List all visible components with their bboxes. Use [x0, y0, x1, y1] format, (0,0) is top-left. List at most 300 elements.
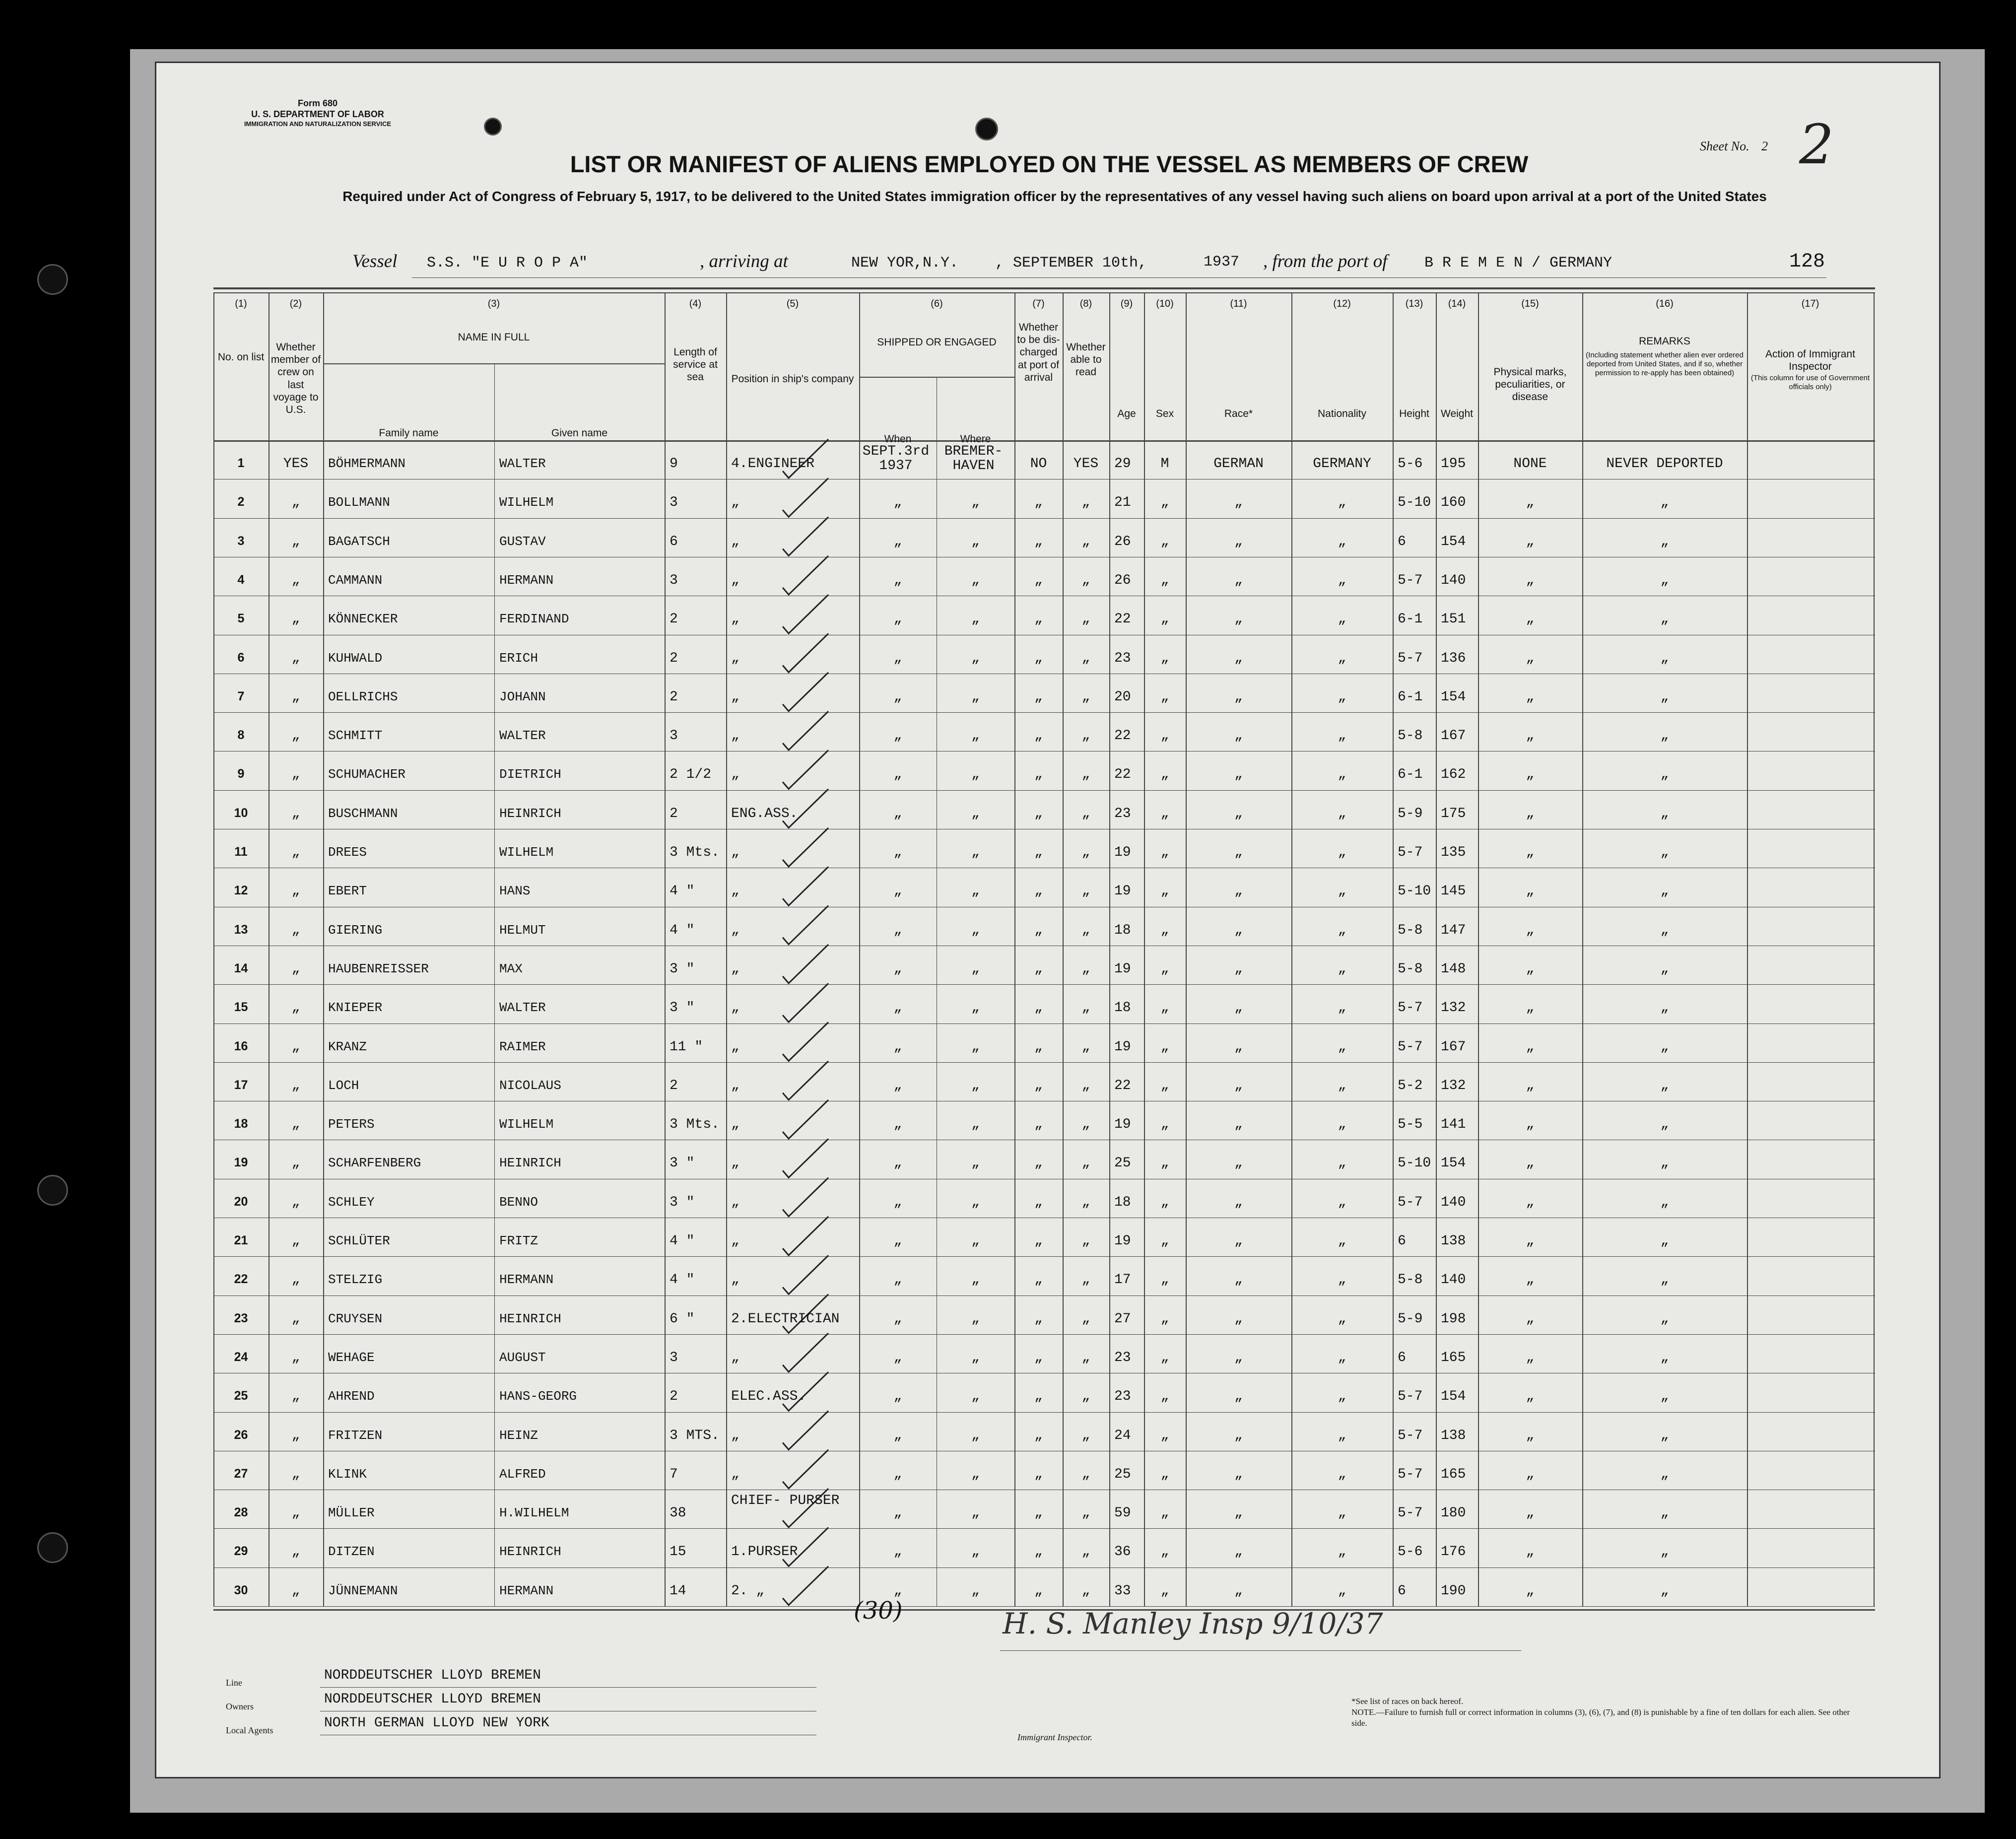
cell-family: KÖNNECKER [328, 612, 398, 627]
cell-given: ERICH [499, 650, 538, 666]
cell-nationality: „ [1338, 1272, 1346, 1288]
row-number: 13 [234, 922, 248, 937]
penalty-note: NOTE.—Failure to furnish full or correct information in columns (3), (6), (7), and (8) is punishable by a fine of ten dollars for each alien. See other side. [1351, 1707, 1850, 1728]
column-rule [1393, 292, 1394, 1606]
cell-remarks: „ [1660, 1156, 1669, 1171]
cell-position: „ [731, 572, 739, 588]
cell-height: 5-7 [1398, 1505, 1423, 1521]
cell-where: „ [971, 1233, 980, 1249]
row-rule [213, 1567, 1875, 1568]
column-rule [726, 292, 727, 1606]
row-rule [213, 1062, 1875, 1063]
cell-physical: „ [1526, 1466, 1535, 1482]
cell-remarks: „ [1660, 1544, 1669, 1560]
cell-where: „ [971, 1466, 980, 1482]
cell-when: „ [893, 1272, 902, 1288]
cell-length: 3 [670, 495, 678, 511]
column-rule [665, 292, 666, 1606]
cell-weight: 180 [1441, 1505, 1466, 1521]
column-rule [213, 292, 214, 1606]
cell-discharged: „ [1034, 1194, 1043, 1210]
cell-physical: „ [1526, 767, 1535, 783]
cell-where: „ [971, 922, 980, 938]
cell-height: 5-5 [1398, 1117, 1423, 1133]
cell-given: HEINZ [499, 1428, 538, 1443]
cell-sex: „ [1160, 1078, 1169, 1093]
column-header-action-note: (This column for use of Government officials only) [1750, 374, 1870, 391]
cell-race: „ [1234, 572, 1243, 588]
manifest-title: LIST OR MANIFEST OF ALIENS EMPLOYED ON THE VESSEL AS MEMBERS OF CREW [570, 151, 1529, 177]
cell-read: „ [1081, 1194, 1090, 1210]
cell-physical: „ [1526, 728, 1535, 744]
cell-weight: 167 [1441, 1039, 1466, 1055]
cell-race: „ [1234, 1428, 1243, 1443]
cell-height: 5-2 [1398, 1078, 1423, 1093]
column-rule [1186, 292, 1187, 1606]
cell-nationality: „ [1338, 1078, 1346, 1093]
cell-weight: 151 [1441, 612, 1466, 627]
cell-position: „ [731, 1272, 739, 1288]
cell-member: „ [291, 1078, 300, 1093]
cell-given: H.WILHELM [499, 1505, 569, 1521]
cell-family: BOLLMANN [328, 495, 390, 510]
cell-given: HEINRICH [499, 1156, 561, 1171]
cell-family: EBERT [328, 884, 367, 899]
row-number: 4 [237, 572, 245, 587]
cell-age: 18 [1114, 1194, 1131, 1210]
cell-height: 5-7 [1398, 572, 1423, 588]
cell-length: 3 [670, 728, 678, 744]
cell-physical: „ [1526, 689, 1535, 705]
cell-remarks: „ [1660, 1466, 1669, 1482]
cell-remarks: „ [1660, 1117, 1669, 1133]
cell-when: „ [893, 806, 902, 821]
cell-read: „ [1081, 1039, 1090, 1055]
row-number: 21 [234, 1233, 248, 1247]
cell-age: 19 [1114, 961, 1131, 977]
column-rule [859, 292, 860, 1606]
cell-age: 18 [1114, 1000, 1131, 1016]
cell-member: „ [291, 961, 300, 977]
cell-race: „ [1234, 1583, 1243, 1599]
races-note: *See list of races on back hereof. [1351, 1697, 1464, 1706]
cell-sex: „ [1160, 767, 1169, 783]
cell-race: „ [1234, 884, 1243, 899]
cell-remarks: „ [1660, 612, 1669, 627]
cell-when: „ [893, 961, 902, 977]
cell-where: „ [971, 1039, 980, 1055]
cell-race: „ [1234, 612, 1243, 627]
cell-member: „ [291, 1311, 300, 1327]
cell-weight: 135 [1441, 845, 1466, 860]
cell-remarks: „ [1660, 767, 1669, 783]
cell-length: 2 [670, 1389, 678, 1405]
column-rule [1436, 292, 1437, 1606]
cell-member: „ [291, 1272, 300, 1288]
column-rule [1478, 292, 1479, 1606]
cell-member: „ [291, 1156, 300, 1171]
cell-member: „ [291, 1428, 300, 1443]
cell-weight: 154 [1441, 1389, 1466, 1405]
cell-position: ENG.ASS. [731, 806, 798, 821]
cell-length: 4 " [670, 1272, 695, 1288]
cell-weight: 154 [1441, 689, 1466, 705]
check-mark [783, 1333, 828, 1372]
cell-nationality: „ [1338, 1194, 1346, 1210]
cell-physical: „ [1526, 1078, 1535, 1093]
cell-height: 5-8 [1398, 922, 1423, 938]
column-number: (8) [1079, 298, 1092, 309]
cell-read: „ [1081, 534, 1090, 549]
cell-remarks: „ [1660, 1583, 1669, 1599]
signature-line [1000, 1650, 1521, 1651]
cell-weight: 165 [1441, 1466, 1466, 1482]
cell-nationality: GERMANY [1313, 456, 1371, 472]
cell-discharged: „ [1034, 1117, 1043, 1133]
cell-remarks: „ [1660, 1000, 1669, 1016]
cell-nationality: „ [1338, 650, 1346, 666]
cell-family: LOCH [328, 1078, 359, 1093]
cell-physical: „ [1526, 1389, 1535, 1405]
cell-age: 29 [1114, 456, 1131, 472]
cell-race: „ [1234, 806, 1243, 821]
check-mark [783, 711, 828, 750]
column-header-discharged: Whether to be dis-charged at port of arrival [1017, 322, 1060, 383]
cell-member: „ [291, 612, 300, 627]
cell-sex: „ [1160, 728, 1169, 744]
cell-read: „ [1081, 1000, 1090, 1016]
cell-sex: „ [1160, 495, 1169, 511]
cell-length: 3 Mts. [670, 1117, 720, 1133]
cell-age: 26 [1114, 572, 1131, 588]
cell-age: 23 [1114, 806, 1131, 821]
cell-physical: „ [1526, 1156, 1535, 1171]
cell-physical: „ [1526, 845, 1535, 860]
owners-label: Owners [226, 1702, 254, 1711]
cell-read: „ [1081, 1428, 1090, 1443]
form-number: Form 680 [297, 98, 338, 108]
cell-remarks: „ [1660, 884, 1669, 899]
cell-when: „ [893, 1156, 902, 1171]
cell-age: 22 [1114, 612, 1131, 627]
cell-remarks: NEVER DEPORTED [1606, 456, 1723, 472]
cell-length: 2 [670, 612, 678, 627]
column-number: (6) [931, 298, 943, 309]
cell-when: „ [893, 650, 902, 666]
cell-length: 2 [670, 689, 678, 705]
cell-where: „ [971, 1117, 980, 1133]
cell-discharged: „ [1034, 806, 1043, 821]
cell-physical: „ [1526, 1350, 1535, 1365]
column-number: (10) [1156, 298, 1174, 309]
cell-weight: 154 [1441, 1156, 1466, 1171]
cell-height: 6-1 [1398, 689, 1423, 705]
cell-height: 5-7 [1398, 1428, 1423, 1443]
cell-race: „ [1234, 1272, 1243, 1288]
cell-length: 3 [670, 572, 678, 588]
cell-when: „ [893, 572, 902, 588]
cell-nationality: „ [1338, 961, 1346, 977]
cell-physical: „ [1526, 1117, 1535, 1133]
cell-read: „ [1081, 884, 1090, 899]
cell-member: „ [291, 1505, 300, 1521]
cell-physical: „ [1526, 1272, 1535, 1288]
cell-discharged: „ [1034, 1505, 1043, 1521]
cell-weight: 176 [1441, 1544, 1466, 1560]
cell-height: 6 [1398, 1350, 1406, 1365]
header-bottom-rule [213, 440, 1875, 442]
row-number: 14 [234, 961, 248, 975]
cell-weight: 138 [1441, 1428, 1466, 1443]
cell-age: 21 [1114, 495, 1131, 511]
cell-member: „ [291, 534, 300, 549]
cell-remarks: „ [1660, 495, 1669, 511]
cell-sex: „ [1160, 806, 1169, 821]
line-value: NORDDEUTSCHER LLOYD BREMEN [324, 1668, 541, 1683]
row-number: 7 [237, 689, 245, 703]
cell-member: „ [291, 922, 300, 938]
cell-when: „ [893, 767, 902, 783]
cell-given: JOHANN [499, 689, 546, 704]
row-number: 16 [234, 1039, 248, 1053]
cell-given: WALTER [499, 1000, 546, 1016]
cell-read: „ [1081, 767, 1090, 783]
column-header-able-read: Whether able to read [1066, 341, 1106, 378]
cell-position: „ [731, 1078, 739, 1093]
cell-sex: „ [1160, 612, 1169, 627]
cell-remarks: „ [1660, 650, 1669, 666]
cell-position: „ [731, 922, 739, 938]
cell-given: FRITZ [499, 1233, 538, 1248]
cell-physical: „ [1526, 1194, 1535, 1210]
page-number: 128 [1789, 251, 1825, 273]
check-marks [156, 63, 1942, 1780]
cell-remarks: „ [1660, 1233, 1669, 1249]
cell-height: 5-6 [1398, 1544, 1423, 1560]
departure-port: B R E M E N / GERMANY [1424, 255, 1613, 272]
cell-nationality: „ [1338, 1389, 1346, 1405]
cell-sex: „ [1160, 922, 1169, 938]
check-mark [783, 478, 828, 517]
cell-discharged: „ [1034, 1272, 1043, 1288]
check-mark [783, 595, 828, 633]
table-top-rule [213, 287, 1875, 289]
cell-race: „ [1234, 1156, 1243, 1171]
cell-family: BUSCHMANN [328, 806, 398, 821]
cell-given: HEINRICH [499, 1311, 561, 1326]
cell-read: „ [1081, 1156, 1090, 1171]
cell-member: „ [291, 1583, 300, 1599]
cell-physical: „ [1526, 572, 1535, 588]
cell-family: GIERING [328, 922, 383, 938]
row-number: 25 [234, 1389, 248, 1403]
cell-height: 6 [1398, 534, 1406, 549]
cell-family: KUHWALD [328, 650, 383, 666]
cell-race: GERMAN [1213, 456, 1264, 472]
service-name: IMMIGRATION AND NATURALIZATION SERVICE [244, 120, 392, 128]
cell-sex: „ [1160, 534, 1169, 549]
manifest-subtitle: Required under Act of Congress of February 5, 1917, to be delivered to the United States immigration officer by the representatives of any vessel having such aliens on board upon arrival at a port of the United States [342, 189, 1767, 204]
cell-race: „ [1234, 767, 1243, 783]
inspector-signature: H. S. Manley Insp 9/10/37 [1003, 1607, 1383, 1640]
cell-height: 5-7 [1398, 1000, 1423, 1016]
cell-race: „ [1234, 845, 1243, 860]
cell-read: „ [1081, 689, 1090, 705]
cell-given: HERMANN [499, 1272, 554, 1288]
binder-hole [37, 1532, 68, 1563]
cell-position: „ [731, 1117, 739, 1133]
cell-remarks: „ [1660, 689, 1669, 705]
from-port-label: , from the port of [1263, 251, 1388, 272]
column-header-given-name: Given name [551, 427, 608, 439]
cell-family: SCHLÜTER [328, 1233, 390, 1248]
cell-nationality: „ [1338, 1428, 1346, 1443]
cell-nationality: „ [1338, 1505, 1346, 1521]
crew-table [156, 63, 1942, 1780]
cell-where: „ [971, 845, 980, 860]
cell-weight: 140 [1441, 572, 1466, 588]
cell-discharged: „ [1034, 1233, 1043, 1249]
cell-nationality: „ [1338, 1156, 1346, 1171]
cell-weight: 138 [1441, 1233, 1466, 1249]
inspector-label: Immigrant Inspector. [1017, 1732, 1092, 1742]
column-rule [1582, 292, 1583, 1606]
cell-where: „ [971, 961, 980, 977]
cell-given: MAX [499, 961, 523, 976]
cell-member: „ [291, 1466, 300, 1482]
owners-value: NORDDEUTSCHER LLOYD BREMEN [324, 1692, 541, 1707]
cell-where: „ [971, 1078, 980, 1093]
cell-given: ALFRED [499, 1466, 546, 1482]
line-underline [320, 1687, 816, 1688]
check-mark [783, 1255, 828, 1294]
cell-family: HAUBENREISSER [328, 961, 429, 976]
row-rule [213, 984, 1875, 985]
cell-where: „ [971, 1272, 980, 1288]
column-number: (15) [1521, 298, 1539, 309]
cell-discharged: „ [1034, 1583, 1043, 1599]
cell-when: „ [893, 1350, 902, 1365]
cell-physical: „ [1526, 650, 1535, 666]
cell-race: „ [1234, 1078, 1243, 1093]
cell-member: „ [291, 1389, 300, 1405]
cell-when: „ [893, 728, 902, 744]
column-header-where: Where [960, 433, 991, 445]
total-handwritten: (30) [854, 1597, 903, 1625]
cell-nationality: „ [1338, 612, 1346, 627]
cell-race: „ [1234, 1544, 1243, 1560]
cell-discharged: „ [1034, 572, 1043, 588]
local-agents-label: Local Agents [226, 1725, 273, 1735]
cell-discharged: „ [1034, 728, 1043, 744]
cell-length: 6 " [670, 1311, 695, 1327]
cell-member: „ [291, 495, 300, 511]
cell-remarks: „ [1660, 1078, 1669, 1093]
check-mark [783, 1450, 828, 1489]
cell-discharged: „ [1034, 884, 1043, 899]
row-number: 20 [234, 1194, 248, 1209]
cell-member: „ [291, 1039, 300, 1055]
cell-given: HANS [499, 884, 531, 899]
cell-family: SCHLEY [328, 1194, 375, 1210]
cell-family: SCHMITT [328, 728, 383, 744]
cell-weight: 145 [1441, 884, 1466, 899]
cell-family: JÜNNEMANN [328, 1583, 398, 1598]
cell-length: 2 [670, 1078, 678, 1093]
cell-when: „ [893, 1233, 902, 1249]
row-rule [213, 712, 1875, 713]
cell-weight: 140 [1441, 1272, 1466, 1288]
sheet-number-handwritten: 2 [1799, 113, 1834, 176]
cell-position: „ [731, 961, 739, 977]
cell-read: „ [1081, 728, 1090, 744]
cell-position: „ [731, 495, 739, 511]
cell-nationality: „ [1338, 1544, 1346, 1560]
row-rule [213, 1528, 1875, 1529]
check-mark [783, 1100, 828, 1139]
manifest-sheet [155, 62, 1941, 1778]
column-number: (14) [1448, 298, 1466, 309]
cell-race: „ [1234, 922, 1243, 938]
cell-discharged: „ [1034, 1156, 1043, 1171]
cell-height: 5-8 [1398, 728, 1423, 744]
cell-when: „ [893, 1039, 902, 1055]
cell-member: „ [291, 689, 300, 705]
cell-weight: 165 [1441, 1350, 1466, 1365]
cell-weight: 195 [1441, 456, 1466, 472]
column-number: (5) [786, 298, 799, 309]
cell-discharged: „ [1034, 534, 1043, 549]
cell-remarks: „ [1660, 1350, 1669, 1365]
cell-discharged: „ [1034, 961, 1043, 977]
cell-family: DREES [328, 845, 367, 860]
cell-position: „ [731, 1039, 739, 1055]
cell-length: 3 " [670, 1194, 695, 1210]
cell-sex: „ [1160, 689, 1169, 705]
cell-where: „ [971, 1505, 980, 1521]
cell-read: „ [1081, 922, 1090, 938]
cell-discharged: „ [1034, 767, 1043, 783]
cell-height: 6-1 [1398, 767, 1423, 783]
row-rule [213, 790, 1875, 791]
row-rule [213, 1334, 1875, 1335]
cell-weight: 132 [1441, 1000, 1466, 1016]
cell-member: „ [291, 1544, 300, 1560]
cell-member: YES [283, 456, 309, 472]
row-number: 8 [237, 728, 245, 743]
cell-length: 4 " [670, 1233, 695, 1249]
cell-given: FERDINAND [499, 612, 569, 627]
cell-age: 19 [1114, 845, 1131, 860]
check-mark [783, 1022, 828, 1061]
cell-remarks: „ [1660, 1428, 1669, 1443]
cell-race: „ [1234, 495, 1243, 511]
cell-length: 38 [670, 1505, 686, 1521]
cell-height: 5-8 [1398, 961, 1423, 977]
table-top-rule [213, 292, 1875, 293]
row-number: 15 [234, 1000, 248, 1015]
cell-length: 7 [670, 1466, 678, 1482]
cell-race: „ [1234, 1194, 1243, 1210]
column-header-whether-member: Whether member of crew on last voyage to U.S. [270, 341, 321, 415]
cell-nationality: „ [1338, 1039, 1346, 1055]
cell-when: „ [893, 495, 902, 511]
cell-length: 14 [670, 1583, 686, 1599]
column-header-shipped: SHIPPED OR ENGAGED [877, 337, 997, 348]
check-mark [783, 945, 828, 983]
cell-race: „ [1234, 1117, 1243, 1133]
cell-nationality: „ [1338, 534, 1346, 549]
